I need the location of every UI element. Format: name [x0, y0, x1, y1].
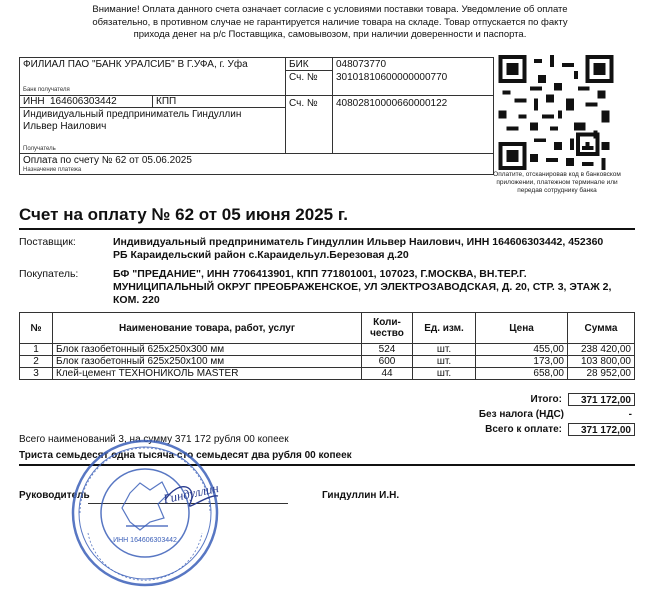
total-value: 371 172,00: [568, 393, 635, 406]
stamp-signature-text: Гиндуллин: [161, 480, 220, 507]
qr-caption-line-2: приложении, платежном терминале или: [496, 179, 618, 186]
inn-value: 164606303442: [50, 96, 117, 107]
title-underline: [19, 228, 635, 230]
col-header-qty: Коли-чество: [362, 313, 413, 344]
total-row: [380, 393, 635, 406]
row-unit: шт.: [413, 368, 476, 380]
table-row: [20, 344, 635, 356]
recipient-label: Получатель: [23, 146, 56, 152]
buyer-line-1: БФ "ПРЕДАНИЕ", ИНН 7706413901, КПП 771801001, 107023, Г.МОСКВА, ВН.ТЕР.Г.: [113, 268, 527, 280]
account-value: 40802810000660000122: [336, 98, 448, 109]
items-summary: Всего наименований 3, на сумму 371 172 рубля 00 копеек: [19, 434, 289, 445]
table-row: [20, 368, 635, 380]
head-signature-label: Руководитель: [19, 490, 90, 501]
row-qty: 524: [362, 344, 413, 356]
bik-label: БИК: [289, 59, 309, 70]
table-header-row: [20, 313, 635, 344]
recipient-line-1: Индивидуальный предприниматель Гиндуллин: [23, 109, 242, 120]
row-price: 658,00: [476, 368, 568, 380]
row-name: Клей-цемент ТЕХНОНИКОЛЬ MASTER: [53, 368, 362, 380]
supplier-line-2: РБ Караидельский район с.Караидельул.Березовая д.20: [113, 249, 409, 261]
corr-account-label: Сч. №: [289, 72, 318, 83]
total-label: Итого:: [530, 394, 562, 405]
row-name: Блок газобетонный 625х250х100 мм: [53, 356, 362, 368]
totals-block: [380, 393, 635, 438]
buyer-label: Покупатель:: [19, 268, 79, 280]
row-number: 1: [20, 344, 53, 356]
row-name: Блок газобетонный 625х250х300 мм: [53, 344, 362, 356]
payment-purpose: Оплата по счету № 62 от 05.06.2025: [23, 155, 192, 166]
row-number: 3: [20, 368, 53, 380]
payment-notice: [40, 4, 620, 42]
supplier-line-1: Индивидуальный предприниматель Гиндуллин Ильвер Наилович, ИНН 164606303442, 452360: [113, 236, 604, 248]
row-sum: 103 800,00: [568, 356, 635, 368]
notice-line-2: обязательно, в противном случае не гарантируется наличие товара на складе. Товар отпускается по факту: [92, 16, 568, 28]
company-stamp: [70, 438, 220, 588]
corr-account-value: 30101810600000000770: [336, 72, 448, 83]
row-qty: 44: [362, 368, 413, 380]
payment-purpose-label: Назначение платежа: [23, 167, 82, 173]
bik-value: 048073770: [336, 59, 387, 70]
col-header-sum: Сумма: [568, 313, 635, 344]
buyer-line-3: КОМ. 220: [113, 294, 160, 306]
head-name: Гиндуллин И.Н.: [322, 490, 400, 501]
invoice-title: Счет на оплату № 62 от 05 июня 2025 г.: [19, 205, 348, 224]
row-sum: 238 420,00: [568, 344, 635, 356]
row-unit: шт.: [413, 344, 476, 356]
bank-details-box: [19, 57, 494, 175]
row-number: 2: [20, 356, 53, 368]
qr-caption-line-1: Оплатите, отсканировав код в банковском: [493, 171, 621, 178]
supplier-label: Поставщик:: [19, 236, 76, 248]
row-unit: шт.: [413, 356, 476, 368]
pay-value: 371 172,00: [568, 423, 635, 436]
bank-name: ФИЛИАЛ ПАО "БАНК УРАЛСИБ" В Г.УФА, г. Уфа: [23, 59, 248, 70]
payment-qr-code: [496, 55, 616, 170]
items-table: [19, 312, 635, 380]
kpp-label: КПП: [156, 96, 177, 107]
col-header-number: №: [20, 313, 53, 344]
col-header-name: Наименование товара, работ, услуг: [53, 313, 362, 344]
buyer-line-2: МУНИЦИПАЛЬНЫЙ ОКРУГ ПРЕОБРАЖЕНСКОЕ, УЛ ЭЛЕКТРОЗАВОДСКАЯ, Д. 20, СТР. 3, ЭТАЖ 2,: [113, 281, 612, 293]
qr-caption: [487, 171, 627, 195]
col-header-price: Цена: [476, 313, 568, 344]
qr-caption-line-3: передав сотруднику банка: [517, 187, 597, 194]
inn-label: ИНН: [23, 96, 45, 107]
notice-line-3: прихода денег на р/с Поставщика, самовывозом, при наличии доверенности и паспорта.: [133, 29, 527, 40]
vat-value: -: [628, 409, 632, 420]
notice-line-1: Внимание! Оплата данного счета означает согласие с условиями поставки товара. Уведомление об оплате: [92, 4, 568, 15]
stamp-center-text: ИНН 164606303442: [113, 537, 177, 544]
row-qty: 600: [362, 356, 413, 368]
row-price: 173,00: [476, 356, 568, 368]
recipient-line-2: Ильвер Наилович: [23, 121, 107, 132]
vat-row: [380, 408, 635, 421]
vat-label: Без налога (НДС): [478, 409, 564, 420]
amount-in-words: Триста семьдесят одна тысяча сто семьдесят два рубля 00 копеек: [19, 450, 352, 461]
pay-row: [380, 423, 635, 436]
recipient-bank-label: Банк получателя: [23, 87, 70, 93]
account-label: Сч. №: [289, 98, 318, 109]
col-header-unit: Ед. изм.: [413, 313, 476, 344]
pay-label: Всего к оплате:: [485, 424, 562, 435]
row-price: 455,00: [476, 344, 568, 356]
table-row: [20, 356, 635, 368]
row-sum: 28 952,00: [568, 368, 635, 380]
